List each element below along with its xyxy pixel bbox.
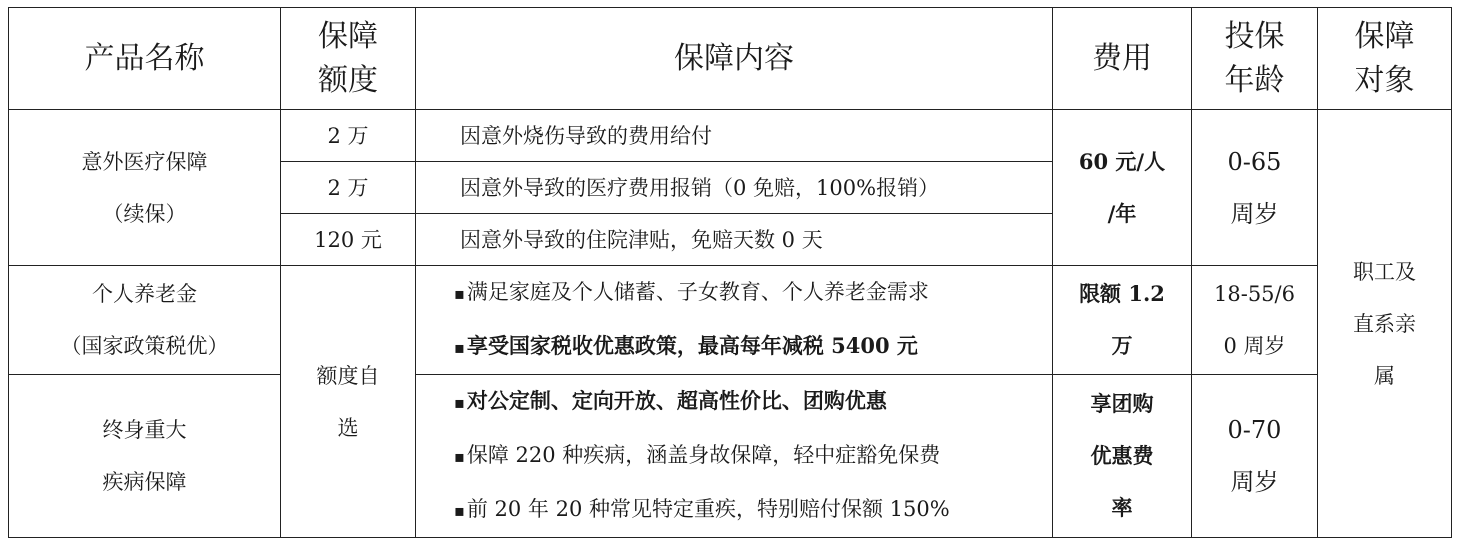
product-name-pension	[9, 266, 281, 375]
product-name-accident	[9, 110, 281, 266]
header-target-line2: 对象	[1354, 62, 1415, 98]
content-cell: 因意外烧伤导致的费用给付	[416, 110, 1053, 162]
header-age	[1192, 8, 1318, 110]
insurance-product-table	[8, 7, 1452, 538]
fee-line3: 率	[1111, 495, 1133, 520]
fee-line1: 60 元/人	[1078, 148, 1166, 174]
product-name-line2: （续保）	[102, 201, 187, 226]
product-name-line2: （国家政策税优）	[60, 334, 229, 358]
age-line1: 0-70	[1227, 416, 1282, 444]
fee-line2: /年	[1107, 200, 1137, 226]
content-line1: ▪ 对公定制、定向开放、超高性价比、团购优惠	[454, 375, 1052, 429]
product-name-line1: 意外医疗保障	[81, 149, 208, 174]
fee-critical	[1053, 375, 1192, 538]
fee-line1: 限额 1.2	[1079, 281, 1165, 306]
header-coverage-amount	[281, 8, 416, 110]
header-age-line1: 投保	[1224, 18, 1285, 54]
product-name-line2: 疾病保障	[102, 470, 187, 494]
fee-accident	[1053, 110, 1192, 266]
target-line1: 职工及	[1353, 259, 1416, 284]
target-cell	[1318, 110, 1452, 538]
fee-line1: 享团购	[1090, 391, 1154, 416]
age-line1: 18-55/6	[1214, 282, 1295, 306]
fee-pension	[1053, 266, 1192, 375]
header-target	[1318, 8, 1452, 110]
age-line1: 0-65	[1227, 147, 1282, 176]
age-line2: 周岁	[1230, 199, 1279, 228]
table-row	[9, 375, 1452, 538]
product-name-critical	[9, 375, 281, 538]
fee-line2: 万	[1111, 333, 1133, 358]
product-name-line1: 个人养老金	[92, 282, 197, 306]
content-critical	[416, 375, 1053, 538]
target-line2: 直系亲	[1353, 311, 1416, 336]
content-line2: ▪ 保障 220 种疾病，涵盖身故保障，轻中症豁免保费	[454, 429, 1052, 483]
age-accident	[1192, 110, 1318, 266]
header-coverage-content: 保障内容	[416, 8, 1053, 110]
header-product-name: 产品名称	[9, 8, 281, 110]
shared-amount-line2: 选	[337, 415, 359, 440]
age-line2: 周岁	[1230, 468, 1279, 496]
content-line2: ▪ 享受国家税收优惠政策，最高每年减税 5400 元	[454, 320, 1052, 374]
header-fee: 费用	[1053, 8, 1192, 110]
header-target-line1: 保障	[1354, 18, 1415, 54]
fee-line2: 优惠费	[1090, 443, 1154, 468]
shared-amount-cell	[281, 266, 416, 538]
amount-cell: 120 元	[281, 214, 416, 266]
amount-cell: 2 万	[281, 110, 416, 162]
shared-amount-line1: 额度自	[316, 363, 380, 388]
header-amount-line1: 保障	[318, 18, 378, 54]
product-name-line1: 终身重大	[102, 418, 187, 442]
header-age-line2: 年龄	[1224, 62, 1285, 98]
table-row	[9, 266, 1452, 375]
header-row	[9, 8, 1452, 110]
content-cell: 因意外导致的住院津贴，免赔天数 0 天	[416, 214, 1053, 266]
age-line2: 0 周岁	[1223, 334, 1286, 358]
content-line1: ▪ 满足家庭及个人储蓄、子女教育、个人养老金需求	[454, 266, 1052, 320]
table-row	[9, 110, 1452, 162]
content-cell: 因意外导致的医疗费用报销（0 免赔，100%报销）	[416, 162, 1053, 214]
header-amount-line2: 额度	[318, 62, 378, 98]
content-line3: ▪ 前 20 年 20 种常见特定重疾，特别赔付保额 150%	[454, 483, 1052, 537]
content-pension	[416, 266, 1053, 375]
age-pension	[1192, 266, 1318, 375]
age-critical	[1192, 375, 1318, 538]
amount-cell: 2 万	[281, 162, 416, 214]
target-line3: 属	[1374, 363, 1395, 388]
